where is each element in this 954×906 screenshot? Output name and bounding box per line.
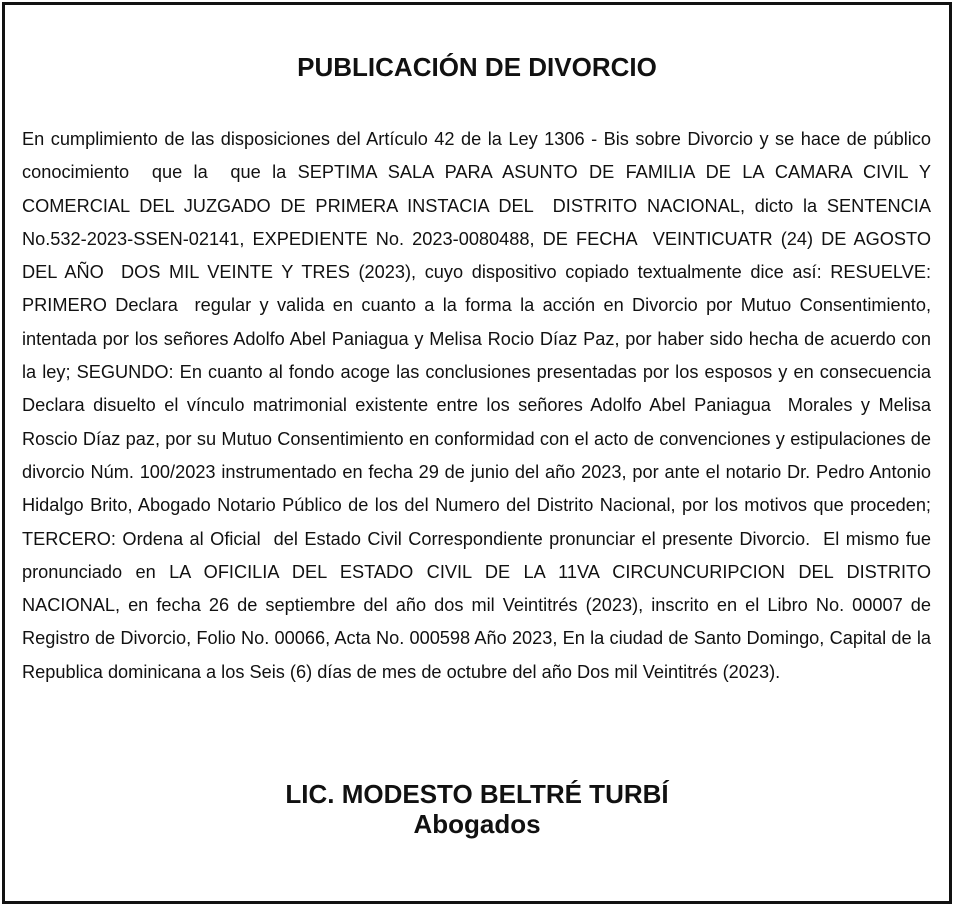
publication-frame (2, 2, 952, 904)
publication-body: En cumplimiento de las disposiciones del Artículo 42 de la Ley 1306 - Bis sobre Divorcio y se hace de público conocimiento que la que la SEPTIMA SALA PARA ASUNTO DE FAMILIA DE LA CAMARA CIVIL Y COMERCIAL DEL JUZGADO DE PRIMERA INSTACIA DEL DISTRITO NACIONAL, dicto la SENTENCIA No.532-2023-SSEN-02141, EXPEDIENTE No. 2023-0080488, DE FECHA VEINTICUATR (24) DE AGOSTO DEL AÑO DOS MIL VEINTE Y TRES (2023), cuyo dispositivo copiado textualmente dice así: RESUELVE: PRIMERO Declara regular y valida en cuanto a la forma la acción en Divorcio por Mutuo Consentimiento, intentada por los señores Adolfo Abel Paniagua y Melisa Rocio Díaz Paz, por haber sido hecha de acuerdo con la ley; SEGUNDO: En cuanto al fondo acoge las conclusiones presentadas por los esposos y en consecuencia Declara disuelto el vínculo matrimonial existente entre los señores Adolfo Abel Paniagua Morales y Melisa Roscio Díaz paz, por su Mutuo Consentimiento en conformidad con el acto de convenciones y estipulaciones de divorcio Núm. 100/2023 instrumentado en fecha 29 de junio del año 2023, por ante el notario Dr. Pedro Antonio Hidalgo Brito, Abogado Notario Público de los del Numero del Distrito Nacional, por los motivos que proceden; TERCERO: Ordena al Oficial del Estado Civil Correspondiente pronunciar el presente Divorcio. El mismo fue pronunciado en LA OFICILIA DEL ESTADO CIVIL DE LA 11VA CIRCUNCURIPCION DEL DISTRITO NACIONAL, en fecha 26 de septiembre del año dos mil Veintitrés (2023), inscrito en el Libro No. 00007 de Registro de Divorcio, Folio No. 00066, Acta No. 000598 Año 2023, En la ciudad de Santo Domingo, Capital de la Republica dominicana a los Seis (6) días de mes de octubre del año Dos mil Veintitrés (2023). (22, 129, 937, 682)
signature-name: LIC. MODESTO BELTRÉ TURBÍ (285, 779, 669, 809)
signature-role: Abogados (413, 809, 541, 839)
publication-title: PUBLICACIÓN DE DIVORCIO (297, 52, 657, 82)
signature-block (5, 779, 949, 839)
